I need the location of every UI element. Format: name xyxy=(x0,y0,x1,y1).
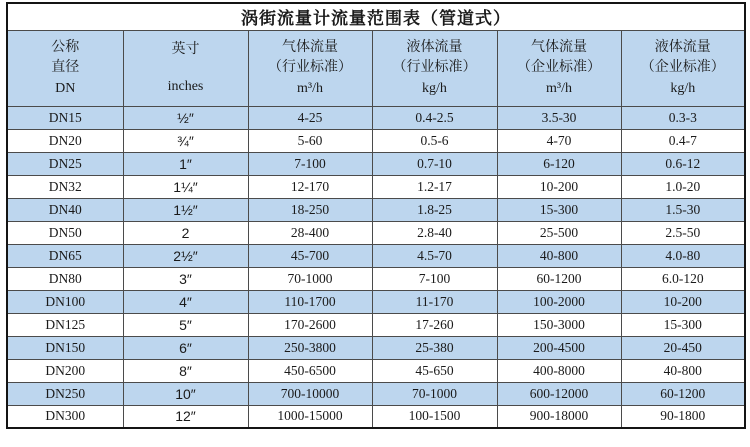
header-line: 气体流量 xyxy=(282,39,338,55)
table-row xyxy=(7,336,745,359)
inches-cell: 1½″ xyxy=(123,198,248,221)
flow-range-cell: 100-1500 xyxy=(372,405,497,428)
flow-range-cell: 5-60 xyxy=(248,129,372,152)
inches-cell: 8″ xyxy=(123,359,248,382)
table-body xyxy=(7,106,745,428)
dn-cell: DN150 xyxy=(7,336,123,359)
flow-range-cell: 4.0-80 xyxy=(621,244,745,267)
inches-cell: ¾″ xyxy=(123,129,248,152)
dn-cell: DN125 xyxy=(7,313,123,336)
flow-range-cell: 15-300 xyxy=(621,313,745,336)
inches-cell: ½″ xyxy=(123,106,248,129)
flow-range-cell: 0.6-12 xyxy=(621,152,745,175)
table-row xyxy=(7,382,745,405)
flow-range-cell: 18-250 xyxy=(248,198,372,221)
inches-cell: 6″ xyxy=(123,336,248,359)
table-row xyxy=(7,290,745,313)
inches-cell: 10″ xyxy=(123,382,248,405)
flow-range-cell: 25-380 xyxy=(372,336,497,359)
table-row xyxy=(7,267,745,290)
flow-range-cell: 7-100 xyxy=(248,152,372,175)
flow-range-cell: 12-170 xyxy=(248,175,372,198)
table-row xyxy=(7,175,745,198)
flow-range-cell: 1.0-20 xyxy=(621,175,745,198)
flow-range-cell: 90-1800 xyxy=(621,405,745,428)
dn-cell: DN32 xyxy=(7,175,123,198)
flow-range-cell: 10-200 xyxy=(497,175,621,198)
table-row xyxy=(7,152,745,175)
column-header-gas-industry xyxy=(248,30,372,106)
flow-range-cell: 1.5-30 xyxy=(621,198,745,221)
flow-range-cell: 0.5-6 xyxy=(372,129,497,152)
inches-cell: 2 xyxy=(123,221,248,244)
flow-range-cell: 0.4-7 xyxy=(621,129,745,152)
flow-range-cell: 0.7-10 xyxy=(372,152,497,175)
table-row xyxy=(7,106,745,129)
flow-range-cell: 45-650 xyxy=(372,359,497,382)
flow-range-table xyxy=(6,2,746,429)
column-header-gas-enterprise xyxy=(497,30,621,106)
header-line: 英寸 xyxy=(171,41,200,57)
table-row xyxy=(7,313,745,336)
inches-cell: 12″ xyxy=(123,405,248,428)
header-line: （企业标准） xyxy=(640,60,725,76)
flow-range-cell: 170-2600 xyxy=(248,313,372,336)
flow-range-cell: 0.4-2.5 xyxy=(372,106,497,129)
flow-range-cell: 25-500 xyxy=(497,221,621,244)
table-row xyxy=(7,244,745,267)
header-line: m³/h xyxy=(297,80,323,96)
column-header-dn xyxy=(7,30,123,106)
flow-range-cell: 1.8-25 xyxy=(372,198,497,221)
flow-range-cell: 45-700 xyxy=(248,244,372,267)
flow-range-cell: 200-4500 xyxy=(497,336,621,359)
header-line: DN xyxy=(55,80,76,96)
flow-range-cell: 60-1200 xyxy=(497,267,621,290)
flow-range-cell: 0.3-3 xyxy=(621,106,745,129)
flow-range-cell: 900-18000 xyxy=(497,405,621,428)
dn-cell: DN15 xyxy=(7,106,123,129)
flow-range-cell: 70-1000 xyxy=(372,382,497,405)
table-row xyxy=(7,359,745,382)
column-header-liquid-industry xyxy=(372,30,497,106)
dn-cell: DN250 xyxy=(7,382,123,405)
flow-range-cell: 40-800 xyxy=(621,359,745,382)
header-row xyxy=(7,30,745,106)
flow-range-cell: 4-70 xyxy=(497,129,621,152)
header-line: 液体流量 xyxy=(654,39,711,55)
flow-range-cell: 700-10000 xyxy=(248,382,372,405)
header-line: m³/h xyxy=(546,80,572,96)
flow-range-cell: 1.2-17 xyxy=(372,175,497,198)
flow-range-cell: 4.5-70 xyxy=(372,244,497,267)
flow-range-cell: 1000-15000 xyxy=(248,405,372,428)
dn-cell: DN40 xyxy=(7,198,123,221)
title-row xyxy=(7,3,745,30)
flow-range-cell: 110-1700 xyxy=(248,290,372,313)
header-line: （行业标准） xyxy=(392,60,477,76)
flow-range-cell: 70-1000 xyxy=(248,267,372,290)
dn-cell: DN80 xyxy=(7,267,123,290)
dn-cell: DN200 xyxy=(7,359,123,382)
flow-range-cell: 17-260 xyxy=(372,313,497,336)
inches-cell: 3″ xyxy=(123,267,248,290)
table-row xyxy=(7,221,745,244)
inches-cell: 1″ xyxy=(123,152,248,175)
flow-range-cell: 6.0-120 xyxy=(621,267,745,290)
flow-range-cell: 600-12000 xyxy=(497,382,621,405)
inches-cell: 4″ xyxy=(123,290,248,313)
header-line: （行业标准） xyxy=(268,60,352,76)
header-line: kg/h xyxy=(422,80,447,96)
flow-range-cell: 20-450 xyxy=(621,336,745,359)
flow-range-cell: 150-3000 xyxy=(497,313,621,336)
table-row xyxy=(7,405,745,428)
header-line: 公称 xyxy=(51,39,80,55)
dn-cell: DN65 xyxy=(7,244,123,267)
flow-range-cell: 60-1200 xyxy=(621,382,745,405)
table-row xyxy=(7,198,745,221)
flow-range-cell: 6-120 xyxy=(497,152,621,175)
flow-range-cell: 250-3800 xyxy=(248,336,372,359)
column-header-inches xyxy=(123,30,248,106)
flow-range-cell: 4-25 xyxy=(248,106,372,129)
dn-cell: DN300 xyxy=(7,405,123,428)
header-line: （企业标准） xyxy=(517,60,601,76)
dn-cell: DN25 xyxy=(7,152,123,175)
flow-range-cell: 2.5-50 xyxy=(621,221,745,244)
flow-range-cell: 28-400 xyxy=(248,221,372,244)
flow-range-cell: 450-6500 xyxy=(248,359,372,382)
flow-range-cell: 400-8000 xyxy=(497,359,621,382)
header-line: 液体流量 xyxy=(406,39,463,55)
page-title: 涡街流量计流量范围表（管道式） xyxy=(7,3,745,30)
flow-range-cell: 40-800 xyxy=(497,244,621,267)
header-line: kg/h xyxy=(670,80,696,96)
flow-range-cell: 2.8-40 xyxy=(372,221,497,244)
dn-cell: DN20 xyxy=(7,129,123,152)
header-line: 直径 xyxy=(51,60,80,76)
table-row xyxy=(7,129,745,152)
flow-range-cell: 15-300 xyxy=(497,198,621,221)
flow-range-cell: 10-200 xyxy=(621,290,745,313)
inches-cell: 5″ xyxy=(123,313,248,336)
inches-cell: 1¼″ xyxy=(123,175,248,198)
flow-range-cell: 100-2000 xyxy=(497,290,621,313)
header-line: inches xyxy=(167,79,204,94)
column-header-liquid-enterprise xyxy=(621,30,745,106)
flow-range-cell: 7-100 xyxy=(372,267,497,290)
flow-range-cell: 3.5-30 xyxy=(497,106,621,129)
flow-range-cell: 11-170 xyxy=(372,290,497,313)
dn-cell: DN50 xyxy=(7,221,123,244)
dn-cell: DN100 xyxy=(7,290,123,313)
inches-cell: 2½″ xyxy=(123,244,248,267)
header-line: 气体流量 xyxy=(531,39,587,55)
